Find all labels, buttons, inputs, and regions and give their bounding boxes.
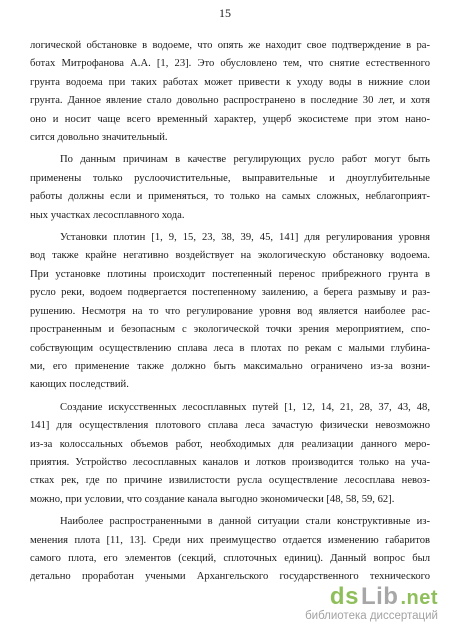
text-line: из-за колоссальных объемов работ, необходимых для реализации данного меро- — [30, 438, 430, 450]
text-line: По данным причинам в качестве регулирующих русло работ могут быть — [60, 154, 430, 166]
text-line: 141] для осуществления плотового сплава леса зачастую физически невозможно — [30, 420, 430, 432]
text-line: грунта водоема при таких работах может привести к уходу воды в нижние слои — [30, 76, 430, 88]
text-line: ми, его применение также должно быть максимально ограничено из-за возни- — [30, 360, 430, 372]
dslib-watermark — [248, 583, 438, 627]
text-line: собствующим осуществлению сплава леса в плотах по рекам с малыми глубина- — [30, 342, 430, 354]
text-line: Создание искусственных лесосплавных путей [1, 12, 14, 21, 28, 37, 43, 48, — [60, 401, 430, 413]
paragraph — [30, 399, 430, 509]
text-line: можно, при условии, что создание канала выгодно экономически [48, 58, 59, 62]. — [30, 493, 395, 505]
text-line: пространенным и безопасным с экологической точки зрения мероприятием, спо- — [30, 324, 430, 336]
text-line: русло реки, водоем подвергается постепенному заилению, а берега размыву и раз- — [30, 287, 430, 299]
page-number: 15 — [219, 6, 231, 20]
text-line: ботах Митрофанова А.А. [1, 23]. Это обусловлено тем, что снятие естественного — [30, 58, 430, 70]
logo-ds: ds — [329, 583, 359, 610]
text-line: менения плота [11, 13]. Среди них преимущество отдается изменению габаритов — [30, 534, 430, 546]
text-line: вод также крайне негативно воздействует на экологическую обстановку водоема. — [30, 250, 430, 262]
logo-net: .net — [400, 587, 438, 609]
text-line: При установке плотины происходит постепенный перенос прибрежного грунта в — [30, 268, 430, 280]
dslib-logo — [330, 583, 438, 611]
text-line: детально проработан учеными Архангельского государственного технического — [30, 571, 430, 583]
text-line: приятия. Устройство лесосплавных каналов и лотков производится только на уча- — [30, 456, 430, 468]
text-line: сится довольно значительный. — [30, 132, 168, 144]
paragraph — [30, 513, 430, 587]
paragraph — [30, 229, 430, 395]
paragraph — [30, 37, 430, 147]
text-line: работы должны если и применяться, то только на самых сложных, неблагоприят- — [30, 191, 430, 203]
text-line: самого плота, его элементов (секций, сплоточных единиц). Данный вопрос был — [30, 552, 430, 564]
text-line: Установки плотин [1, 9, 15, 23, 38, 39, 45, 141] для регулирования уровня — [60, 232, 430, 244]
text-line: ных участках лесосплавного хода. — [30, 209, 185, 221]
paragraph — [30, 151, 430, 225]
logo-lib: Lib — [360, 583, 399, 610]
watermark-subtitle: библиотека диссертаций — [305, 610, 438, 622]
text-line: логической обстановке в водоеме, что опять же находит свое подтверждение в ра- — [30, 40, 430, 51]
text-line: оно и носит чаще всего временный характер, ущерб экосистеме при этом нано- — [30, 113, 430, 125]
text-line: Наиболее распространенными в данной ситуации стали конструктивные из- — [60, 516, 430, 528]
text-line: грунта. Данное явление стало довольно распространено в последние 30 лет, и хотя — [30, 95, 430, 107]
text-line: применены только руслоочистительные, выправительные и дноуглубительные — [30, 172, 430, 184]
text-line: стках рек, где по причине извилистости русла осуществление лесосплава невоз- — [30, 475, 430, 487]
text-line: кающих последствий. — [30, 379, 129, 391]
text-line: рушению. Несмотря на то что регулирование уровня вод является наиболее рас- — [30, 305, 430, 317]
document-body — [30, 37, 430, 591]
